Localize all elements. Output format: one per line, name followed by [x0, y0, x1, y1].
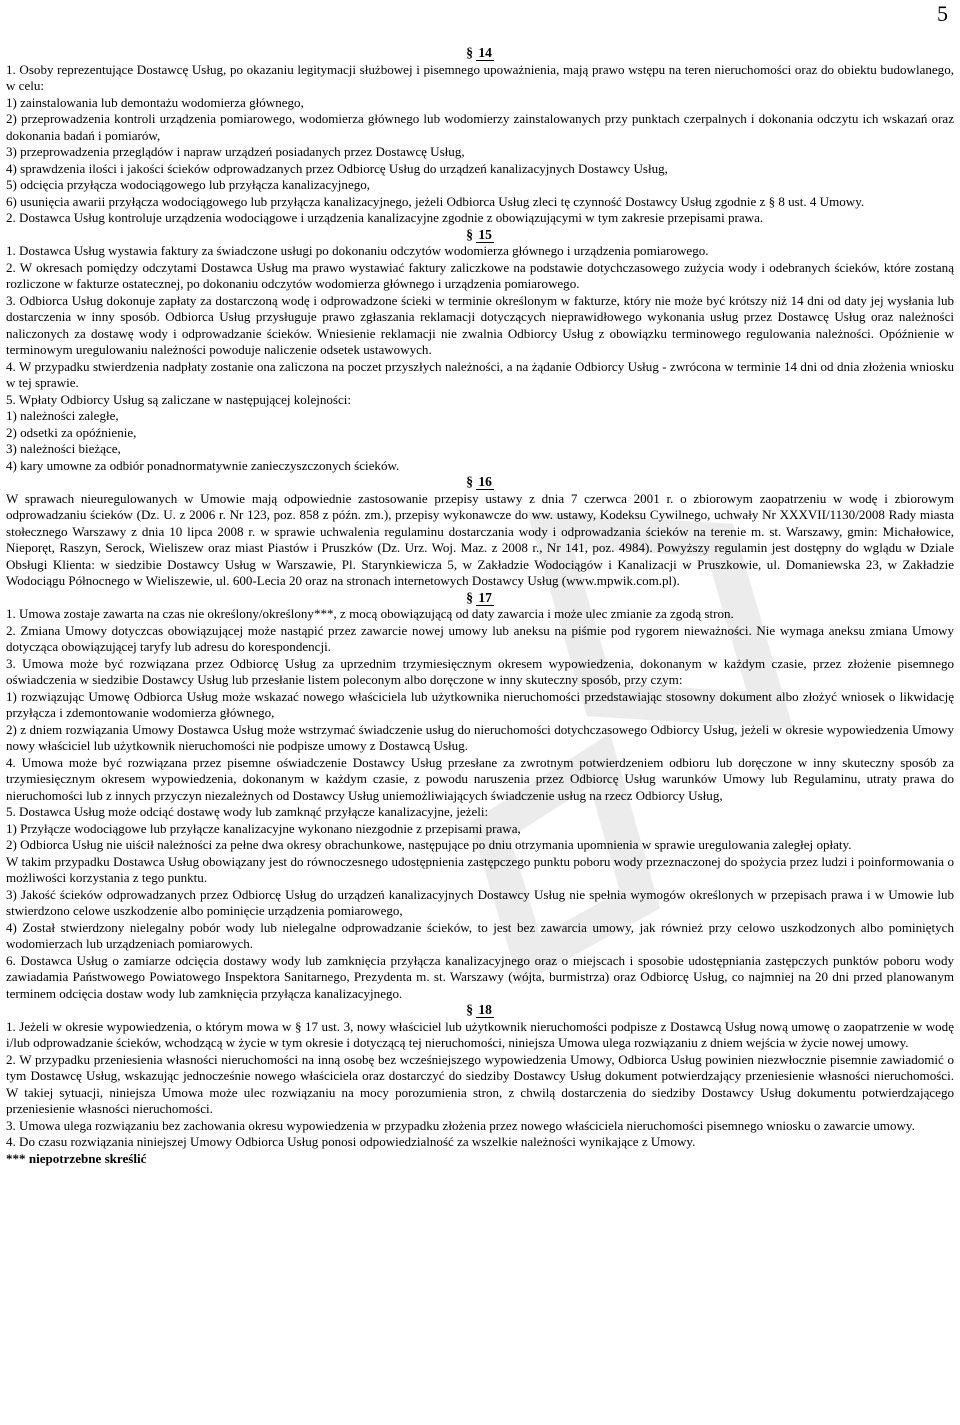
paragraph: 6. Dostawca Usług o zamiarze odcięcia dostawy wody lub zamknięcia przyłącza kanalizacyjnego oraz o miejscach i sposobie udostępniania zastępczych punktów poboru wody zawiadamia Państwowego Powiatowego Inspektora Sanitarnego, Prezydenta m. st. Warszawy (wójta, burmistrza) oraz Odbiorcę Usług, co najmniej na 20 dni przed planowanym terminem odcięcia dostaw wody lub zamknięcia przyłącza kanalizacyjnego. — [6, 952, 954, 1001]
section-15 — [6, 227, 954, 475]
paragraph: W takim przypadku Dostawca Usług obowiązany jest do równoczesnego udostępnienia zastępczego punktu poboru wody przeznaczonej do spożycia przez ludzi i poinformowania o możliwości korzystania z tego punktu. — [6, 853, 954, 885]
list-item: 2) z dniem rozwiązania Umowy Dostawca Usług może wstrzymać świadczenie usług do nieruchomości dotychczasowego Odbiorcy Usług, jeżeli w okresie wypowiedzenia Umowy nowy właściciel lub użytkownik nieruchomości nie podpisze umowy z Dostawcą Usług. — [6, 721, 954, 753]
paragraph: 2. W okresach pomiędzy odczytami Dostawca Usług ma prawo wystawiać faktury zaliczkowe na podstawie dotychczasowego zużycia wody i odebranych ścieków, które zostaną rozliczone w fakturze ostatecznej, po dokonaniu odczytów wodomierza głównego i urządzenia pomiarowego. — [6, 259, 954, 291]
list-item: 3) należności bieżące, — [6, 441, 121, 456]
paragraph: 4. W przypadku stwierdzenia nadpłaty zostanie ona zaliczona na poczet przyszłych należności, a na żądanie Odbiorcy Usług - zwrócona w terminie 14 dni od dnia złożenia wniosku w tej sprawie. — [6, 358, 954, 390]
page-number: 5 — [937, 1, 948, 26]
section-16 — [6, 474, 954, 590]
paragraph: 2. Zmiana Umowy dotyczcas obowiązującej może nastąpić przez zawarcie nowej umowy lub aneksu na piśmie pod rygorem nieważności. Nie wymaga aneksu zmiana Umowy dotycząca obowiązującej taryfy lub adresu do korespondencji. — [6, 622, 954, 654]
list-item: 2) Odbiorca Usług nie uiścił należności za pełne dwa okresy obrachunkowe, następujące po dniu otrzymania upomnienia w sprawie uregulowania zaległej opłaty. — [6, 837, 852, 852]
list-item: 4) sprawdzenia ilości i jakości ścieków odprowadzanych przez Odbiorcę Usług do urządzeń kanalizacyjnych Dostawcy Usług, — [6, 160, 668, 176]
document-body — [6, 45, 954, 1167]
paragraph: 1. Jeżeli w okresie wypowiedzenia, o którym mowa w § 17 ust. 3, nowy właściciel lub użytkownik nieruchomości podpisze z Dostawcą Usług nową umowę o zaopatrzenie w wodę i/lub odprowadzanie ścieków, wchodzącą w życie w tym okresie i dotyczącą tej nieruchomości, niniejsza Umowa ulega rozwiązaniu z dniem wejścia w życie nowej umowy. — [6, 1018, 954, 1050]
list-item: 1) należności zaległe, — [6, 408, 119, 423]
list-item: 2) przeprowadzenia kontroli urządzenia pomiarowego, wodomierza głównego lub wodomierzy zainstalowanych przy punktach czerpalnych i dokonania odczytu ich wskazań oraz dokonania badań i pomiarów, — [6, 111, 954, 143]
paragraph: 3. Odbiorca Usług dokonuje zapłaty za dostarczoną wodę i odprowadzone ścieki w terminie określonym w fakturze, który nie może być krótszy niż 14 dni od daty jej wysłania lub dostarczenia w inny sposób. Odbiorca Usług przysługuje prawo zgłaszania reklamacji dotyczących nieprawidłowego wykonania usług przez Dostawcę Usług oraz należności naliczonych za dostawę wody i odprowadzanie ścieków. Wniesienie reklamacji nie zwalnia Odbiorcy Usług z obowiązku terminowego regulowania należności. Opóźnienie w terminowym uregulowaniu należności powoduje naliczenie odsetek ustawowych. — [6, 292, 954, 357]
list-item: 1) Przyłącze wodociągowe lub przyłącze kanalizacyjne wykonano niezgodnie z przepisami prawa, — [6, 820, 521, 836]
section-heading: § 17 — [466, 589, 492, 605]
paragraph: 2. Dostawca Usług kontroluje urządzenia wodociągowe i urządzenia kanalizacyjne zgodnie z obowiązującymi w tym zakresie przepisami prawa. — [6, 210, 764, 225]
paragraph: W sprawach nieuregulowanych w Umowie mają odpowiednie zastosowanie przepisy ustawy z dnia 7 czerwca 2001 r. o zbiorowym zaopatrzeniu w wodę i zbiorowym odprowadzaniu ścieków (Dz. U. z 2006 r. Nr 123, poz. 858 z późn. zm.), przepisy wykonawcze do ww. ustawy, Kodeksu Cywilnego, uchwały Nr XXXVII/1130/2008 Rady miasta stołecznego Warszawy z dnia 10 lipca 2008 r. w sprawie uchwalenia regulaminu dostarczania wody i odprowadzania ścieków na terenie m. st. Warszawy, gmin: Michałowice, Nieporęt, Raszyn, Serock, Wieliszew oraz miast Piastów i Pruszków (Dz. Urz. Woj. Maz. z 2008 r., Nr 141, poz. 4984). Powyższy regulamin jest dostępny do wglądu w Dziale Obsługi Klienta: w siedzibie Dostawcy Usług w Warszawie, Pl. Starynkiewicza 5, w Zakładzie Wodociągów i Kanalizacji w Pruszkowie, ul. Domaniewska 23, w Zakładzie Wodociągu Północnego w Wieliszewie, ul. 600-Lecia 20 oraz na stronach internetowych Dostawcy Usług (www.mpwik.com.pl). — [6, 490, 954, 588]
section-heading: § 15 — [466, 226, 492, 242]
paragraph: 5. Dostawca Usług może odciąć dostawę wody lub zamknąć przyłącze kanalizacyjne, jeżeli: — [6, 804, 489, 819]
list-item: 3) Jakość ścieków odprowadzanych przez Odbiorcę Usług do urządzeń kanalizacyjnych Dostawcy Usług nie spełnia wymogów określonych w przepisach prawa i w Umowie lub stwierdzono celowe uszkodzenie albo pominięcie urządzenia pomiarowego, — [6, 886, 954, 918]
list-item: 4) kary umowne za odbiór ponadnormatywnie zanieczyszczonych ścieków. — [6, 457, 400, 473]
paragraph: 2. W przypadku przeniesienia własności nieruchomości na inną osobę bez wcześniejszego wypowiedzenia Umowy, Odbiorca Usług powinien niezwłocznie pisemnie zawiadomić o tym Dostawcę Usług, wskazując jednocześnie nowego właściciela oraz dostarczyć do siedziby Dostawcy Usług dokument potwierdzający przeniesienie własności nieruchomości. W takiej sytuacji, niniejsza Umowa może ulec rozwiązaniu na mocy porozumienia stron, z chwilą dostarczenia do siedziby Dostawcy Usług dokumentu potwierdzającego przeniesienie własności nieruchomości. — [6, 1051, 954, 1116]
paragraph: 1. Umowa zostaje zawarta na czas nie określony/określony***, z mocą obowiązującą od daty zawarcia i może ulec zmianie za zgodą stron. — [6, 606, 734, 621]
list-item: 3) przeprowadzenia przeglądów i napraw urządzeń posiadanych przez Dostawcę Usług, — [6, 144, 465, 159]
list-item: 4) Został stwierdzony nielegalny pobór wody lub nielegalne odprowadzanie ścieków, to jest bez zawarcia umowy, jak również przy celowo uszkodzonych albo pominiętych wodomierzach lub urządzeniach pomiarowych. — [6, 919, 954, 951]
list-item: 2) odsetki za opóźnienie, — [6, 424, 137, 440]
section-heading: § 14 — [466, 45, 492, 60]
section-heading: § 16 — [466, 474, 492, 489]
section-heading: § 18 — [466, 1002, 492, 1017]
paragraph: 5. Wpłaty Odbiorcy Usług są zaliczane w następującej kolejności: — [6, 391, 352, 407]
paragraph: 3. Umowa może być rozwiązana przez Odbiorcę Usług za uprzednim trzymiesięcznym okresem wypowiedzenia, dokonanym w każdym czasie, przez złożenie pisemnego oświadczenia w siedzibie Dostawcy Usług lub przesłanie listem poleconym albo doręczone w inny skuteczny sposób, przy czym: — [6, 655, 954, 687]
list-item: 5) odcięcia przyłącza wodociągowego lub przyłącza kanalizacyjnego, — [6, 177, 371, 192]
list-item: 1) zainstalowania lub demontażu wodomierza głównego, — [6, 94, 304, 110]
list-item: 6) usunięcia awarii przyłącza wodociągowego lub przyłącza kanalizacyjnego, jeżeli Odbiorca Usług zleci tę czynność Dostawcy Usług zgodnie z § 8 ust. 4 Umowy. — [6, 193, 865, 209]
section-14 — [6, 45, 954, 227]
paragraph: 1. Dostawca Usług wystawia faktury za świadczone usługi po dokonaniu odczytów wodomierza głównego i urządzenia pomiarowego. — [6, 243, 709, 258]
paragraph: 3. Umowa ulega rozwiązaniu bez zachowania okresu wypowiedzenia w przypadku złożenia przez nowego właściciela nieruchomości pisemnego wniosku o zawarcie umowy. — [6, 1117, 915, 1133]
section-17 — [6, 590, 954, 1003]
paragraph: 4. Do czasu rozwiązania niniejszej Umowy Odbiorca Usług ponosi odpowiedzialność za wszelkie należności wynikające z Umowy. — [6, 1134, 696, 1149]
paragraph: 1. Osoby reprezentujące Dostawcę Usług, po okazaniu legitymacji służbowej i pisemnego upoważnienia, mają prawo wstępu na teren nieruchomości oraz do obiektu budowlanego, w celu: — [6, 61, 954, 93]
section-18 — [6, 1002, 954, 1151]
paragraph: 4. Umowa może być rozwiązana przez pisemne oświadczenie Dostawcy Usług przesłane za zwrotnym potwierdzeniem odbioru lub doręczone w inny skuteczny sposób za trzymiesięcznym okresem wypowiedzenia, dokonanym w każdym czasie, z powodu naruszenia przez Odbiorcę Usług warunków Umowy lub Regulaminu, utraty prawa do nieruchomości lub z innych przyczyn niezależnych od Dostawcy Usług uniemożliwiających świadczenie usług na rzecz Odbiorcy Usług, — [6, 754, 954, 803]
list-item: 1) rozwiązując Umowę Odbiorca Usług może wskazać nowego właściciela lub użytkownika nieruchomości przedstawiając stosowny dokument albo złożyć wniosek o likwidację przyłącza i zdemontowanie wodomierza głównego, — [6, 688, 954, 720]
footnote: *** niepotrzebne skreślić — [6, 1150, 147, 1166]
